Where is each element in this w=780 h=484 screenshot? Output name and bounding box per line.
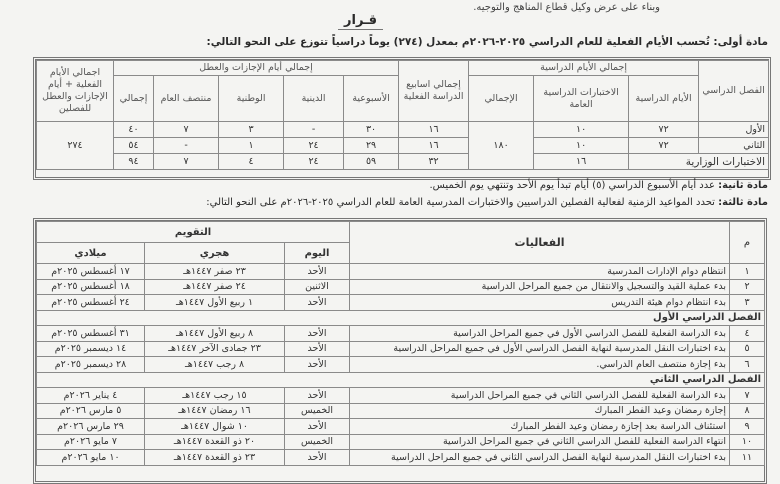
cell-national: ٤ bbox=[219, 154, 284, 170]
table-row bbox=[37, 434, 765, 450]
article-3 bbox=[206, 197, 768, 208]
cell-holidays-total: ٩٤ bbox=[114, 154, 154, 170]
cell-semester: الأول bbox=[699, 122, 769, 138]
table-row bbox=[37, 388, 765, 404]
cell-religious: ٢٤ bbox=[284, 154, 344, 170]
cell-activity: انتظام دوام الإدارات المدرسية bbox=[350, 264, 730, 280]
cell-num: ٥ bbox=[730, 341, 765, 357]
section-title: الفصل الدراسي الثاني bbox=[37, 372, 765, 388]
cell-num: ٧ bbox=[730, 388, 765, 404]
cell-activity: بدء اختبارات النقل المدرسية لنهاية الفصل الدراسي الأول في جميع المراحل الدراسية bbox=[350, 341, 730, 357]
cell-activity: إجازة رمضان وعيد الفطر المبارك bbox=[350, 403, 730, 419]
header-study-days: الأيام الدراسية bbox=[629, 76, 699, 122]
table-row bbox=[37, 357, 765, 373]
cell-activity: بدء عملية القيد والتسجيل والانتقال من جميع المراحل الدراسية bbox=[350, 279, 730, 295]
cell-hijri: ١ ربيع الأول ١٤٤٧هـ bbox=[145, 295, 285, 311]
cell-gregorian: ٤ يناير ٢٠٢٦م bbox=[37, 388, 145, 404]
cell-hijri: ٢٣ صفر ١٤٤٧هـ bbox=[145, 264, 285, 280]
schedule-table bbox=[36, 221, 765, 466]
cell-num: ٤ bbox=[730, 326, 765, 342]
table-row bbox=[37, 138, 769, 154]
header-holidays-group: إجمالي أيام الإجازات والعطل bbox=[114, 61, 399, 76]
cell-day: الأحد bbox=[285, 341, 350, 357]
cell-study-days: ٧٢ bbox=[629, 138, 699, 154]
cell-grand-total: ٢٧٤ bbox=[37, 122, 114, 170]
header-national: الوطنية bbox=[219, 76, 284, 122]
cell-day: الأحد bbox=[285, 388, 350, 404]
header-grand-total: اجمالي الأيام الفعلية + أيام الإجازات والعطل للفصلين bbox=[37, 61, 114, 122]
article-1-label: مادة أولى: bbox=[713, 36, 768, 48]
cell-religious: ٢٤ bbox=[284, 138, 344, 154]
cell-day: الأحد bbox=[285, 419, 350, 435]
cell-exams: ١٠ bbox=[534, 122, 629, 138]
cell-day: الأحد bbox=[285, 357, 350, 373]
cell-activity: استئناف الدراسة بعد إجازة رمضان وعيد الفطر المبارك bbox=[350, 419, 730, 435]
article-2-text: عدد أيام الأسبوع الدراسي (٥) أيام تبدأ يوم الأحد وتنتهي يوم الخميس. bbox=[429, 180, 719, 191]
cell-day: الأحد bbox=[285, 264, 350, 280]
cell-weeks: ١٦ bbox=[399, 122, 469, 138]
cell-national: ٣ bbox=[219, 122, 284, 138]
article-2 bbox=[430, 180, 769, 191]
cell-gregorian: ٣١ أغسطس ٢٠٢٥م bbox=[37, 326, 145, 342]
cell-activity: بدء الدراسة الفعلية للفصل الدراسي الأول في جميع المراحل الدراسية bbox=[350, 326, 730, 342]
cell-num: ١١ bbox=[730, 450, 765, 466]
cell-religious: - bbox=[284, 122, 344, 138]
cell-activity: بدء انتظام دوام هيئة التدريس bbox=[350, 295, 730, 311]
cell-hijri: ٢٣ ذو القعدة ١٤٤٧هـ bbox=[145, 450, 285, 466]
cell-gregorian: ١٧ أغسطس ٢٠٢٥م bbox=[37, 264, 145, 280]
cell-hijri: ١٠ شوال ١٤٤٧هـ bbox=[145, 419, 285, 435]
cell-hijri: ٨ رجب ١٤٤٧هـ bbox=[145, 357, 285, 373]
cell-day: الخميس bbox=[285, 434, 350, 450]
cell-hijri: ١٥ رجب ١٤٤٧هـ bbox=[145, 388, 285, 404]
decision-title: قـرار bbox=[338, 13, 383, 30]
article-1 bbox=[207, 36, 768, 48]
cell-midyear: ٧ bbox=[154, 122, 219, 138]
header-semester: الفصل الدراسي bbox=[699, 61, 769, 122]
cell-weekly: ٣٠ bbox=[344, 122, 399, 138]
cell-hijri: ٢٠ ذو القعدة ١٤٤٧هـ bbox=[145, 434, 285, 450]
table-row bbox=[37, 419, 765, 435]
table-row bbox=[37, 264, 765, 280]
cell-day: الخميس bbox=[285, 403, 350, 419]
cell-midyear: ٧ bbox=[154, 154, 219, 170]
header-gregorian: ميلادي bbox=[37, 243, 145, 264]
cell-semester: الاختبارات الوزارية bbox=[629, 154, 769, 170]
cell-gregorian: ١٠ مايو ٢٠٢٦م bbox=[37, 450, 145, 466]
cell-num: ٣ bbox=[730, 295, 765, 311]
section-row bbox=[37, 372, 765, 388]
cell-activity: بدء الدراسة الفعلية للفصل الدراسي الثاني في جميع المراحل الدراسية bbox=[350, 388, 730, 404]
article-3-text: تحدد المواعيد الزمنية لفعالية الفصلين الدراسيين والاختبارات المدرسية العامة للعام الدراسي ٢٠٢٥-٢٠٢٦م على النحو التالي: bbox=[206, 197, 719, 208]
cell-holidays-total: ٥٤ bbox=[114, 138, 154, 154]
cell-activity: بدء إجازة منتصف العام الدراسي. bbox=[350, 357, 730, 373]
cell-day: الأحد bbox=[285, 295, 350, 311]
header-hijri: هجري bbox=[145, 243, 285, 264]
cell-day: الأحد bbox=[285, 326, 350, 342]
cell-gregorian: ١٤ ديسمبر ٢٠٢٥م bbox=[37, 341, 145, 357]
header-activities: الفعاليات bbox=[350, 222, 730, 264]
section-row bbox=[37, 310, 765, 326]
header-religious: الدينية bbox=[284, 76, 344, 122]
header-general-exams: الاختبارات الدراسية العامة bbox=[534, 76, 629, 122]
table-row bbox=[37, 295, 765, 311]
cell-hijri: ١٦ رمضان ١٤٤٧هـ bbox=[145, 403, 285, 419]
article-2-label: مادة ثانية: bbox=[718, 180, 768, 191]
cell-activity: انتهاء الدراسة الفعلية للفصل الدراسي الثاني في جميع المراحل الدراسية bbox=[350, 434, 730, 450]
days-distribution-table bbox=[36, 60, 769, 170]
cell-gregorian: ٥ مارس ٢٠٢٦م bbox=[37, 403, 145, 419]
article-1-text: تُحسب الأيام الفعلية للعام الدراسي ٢٠٢٥-٢٠٢٦م بمعدل (٢٧٤) يوماً دراسياً تتوزع على النحو التالي: bbox=[206, 36, 714, 48]
cell-activity: بدء اختبارات النقل المدرسية لنهاية الفصل الدراسي الثاني في جميع المراحل الدراسية bbox=[350, 450, 730, 466]
table-row bbox=[37, 154, 769, 170]
cell-gregorian: ٢٤ أغسطس ٢٠٢٥م bbox=[37, 295, 145, 311]
cell-num: ٦ bbox=[730, 357, 765, 373]
header-holidays-total: إجمالي bbox=[114, 76, 154, 122]
cell-weeks: ٣٢ bbox=[399, 154, 469, 170]
cell-weekly: ٢٩ bbox=[344, 138, 399, 154]
section-title: الفصل الدراسي الأول bbox=[37, 310, 765, 326]
table-row bbox=[37, 122, 769, 138]
intro-line: وبناء على عرض وكيل قطاع المناهج والتوجيه. bbox=[473, 2, 660, 13]
header-weekly: الأسبوعية bbox=[344, 76, 399, 122]
cell-semester: الثاني bbox=[699, 138, 769, 154]
header-day: اليوم bbox=[285, 243, 350, 264]
cell-exams: ١٦ bbox=[534, 154, 629, 170]
cell-num: ٩ bbox=[730, 419, 765, 435]
cell-holidays-total: ٤٠ bbox=[114, 122, 154, 138]
cell-weeks: ١٦ bbox=[399, 138, 469, 154]
cell-hijri: ٨ ربيع الأول ١٤٤٧هـ bbox=[145, 326, 285, 342]
cell-hijri: ٢٤ صفر ١٤٤٧هـ bbox=[145, 279, 285, 295]
cell-gregorian: ٢٨ ديسمبر ٢٠٢٥م bbox=[37, 357, 145, 373]
cell-num: ١ bbox=[730, 264, 765, 280]
header-total: الإجمالي bbox=[469, 76, 534, 122]
cell-gregorian: ٢٩ مارس ٢٠٢٦م bbox=[37, 419, 145, 435]
header-num: م bbox=[730, 222, 765, 264]
cell-study-days: ٧٢ bbox=[629, 122, 699, 138]
header-midyear: منتصف العام bbox=[154, 76, 219, 122]
cell-num: ٢ bbox=[730, 279, 765, 295]
table-row bbox=[37, 279, 765, 295]
cell-national: ١ bbox=[219, 138, 284, 154]
header-study-days-group: إجمالي الأيام الدراسية bbox=[469, 61, 699, 76]
table-row bbox=[37, 341, 765, 357]
table-row bbox=[37, 403, 765, 419]
article-3-label: مادة ثالثة: bbox=[718, 197, 768, 208]
cell-hijri: ٢٣ جمادى الآخر ١٤٤٧هـ bbox=[145, 341, 285, 357]
table-row bbox=[37, 450, 765, 466]
header-calendar: التقويم bbox=[37, 222, 350, 243]
header-weeks: إجمالي اسابيع الدراسة الفعلية bbox=[399, 61, 469, 122]
cell-num: ٨ bbox=[730, 403, 765, 419]
cell-day: الاثنين bbox=[285, 279, 350, 295]
cell-gregorian: ٧ مايو ٢٠٢٦م bbox=[37, 434, 145, 450]
cell-midyear: - bbox=[154, 138, 219, 154]
cell-gregorian: ١٨ أغسطس ٢٠٢٥م bbox=[37, 279, 145, 295]
cell-weekly: ٥٩ bbox=[344, 154, 399, 170]
table-row bbox=[37, 326, 765, 342]
cell-total-days: ١٨٠ bbox=[469, 122, 534, 170]
cell-exams: ١٠ bbox=[534, 138, 629, 154]
cell-num: ١٠ bbox=[730, 434, 765, 450]
cell-day: الأحد bbox=[285, 450, 350, 466]
